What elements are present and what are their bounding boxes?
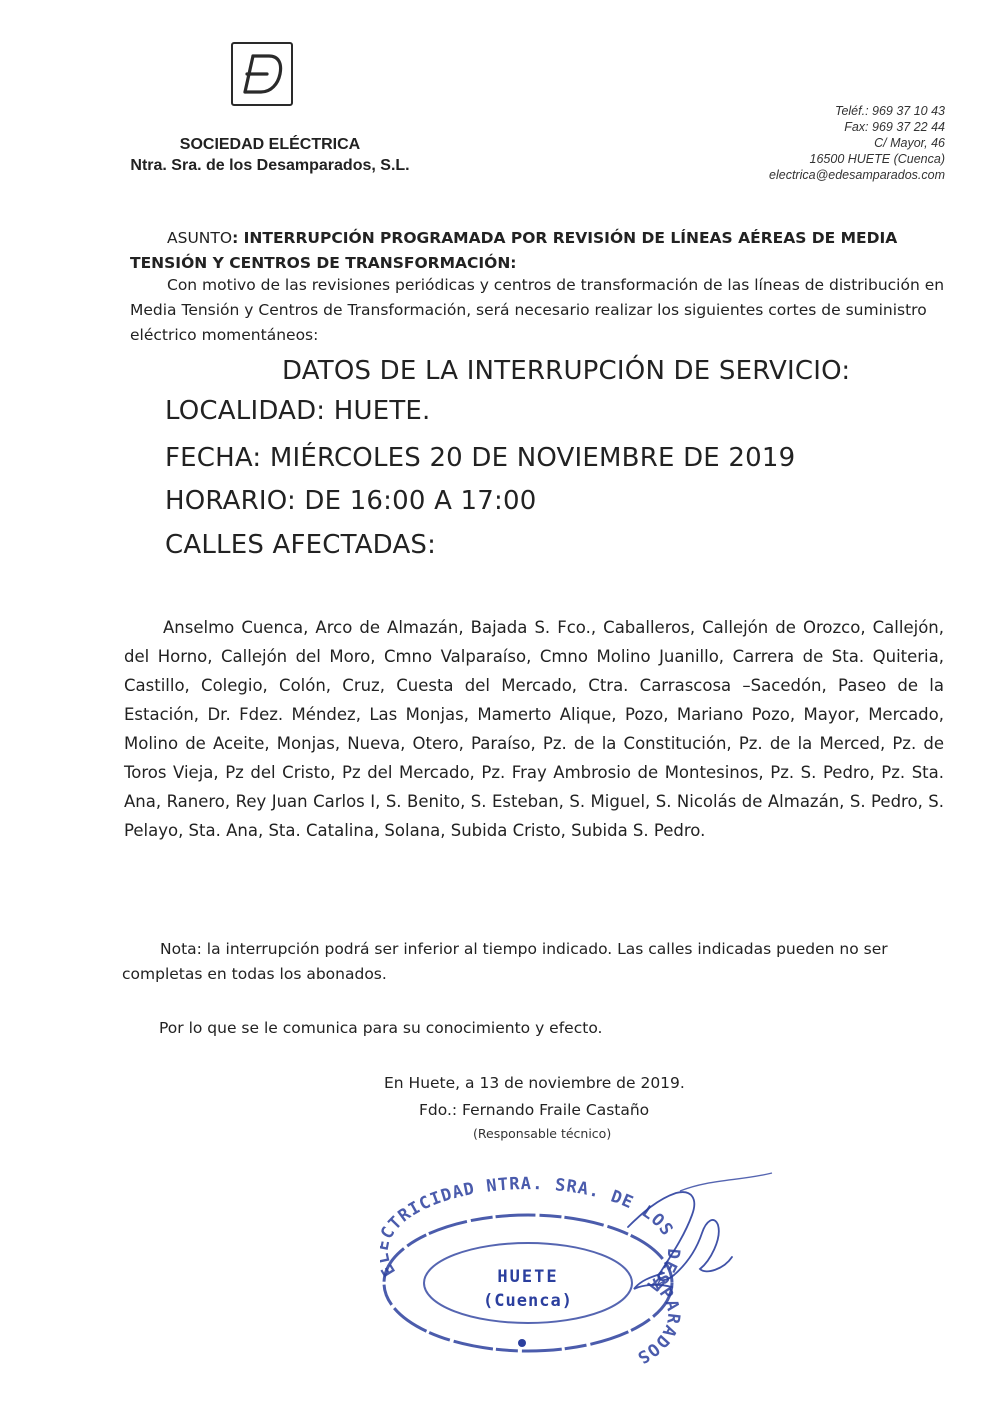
contact-address: C/ Mayor, 46 [874, 136, 945, 150]
affected-streets-paragraph [124, 613, 944, 845]
signer-role: (Responsable técnico) [473, 1126, 612, 1141]
date-line: FECHA: MIÉRCOLES 20 DE NOVIEMBRE DE 2019 [165, 443, 796, 473]
details-heading: DATOS DE LA INTERRUPCIÓN DE SERVICIO: [282, 356, 851, 386]
stamp-center-line1: HUETE [497, 1267, 559, 1287]
company-stamp [380, 1165, 780, 1395]
place-date-line: En Huete, a 13 de noviembre de 2019. [384, 1074, 685, 1092]
note-text: Nota: la interrupción podrá ser inferior al tiempo indicado. Las calles indicadas pueden no ser completas en todas los abonados. [122, 940, 888, 983]
contact-city: 16500 HUETE (Cuenca) [809, 152, 945, 166]
contact-email: electrica@edesamparados.com [769, 168, 945, 182]
intro-paragraph [130, 273, 950, 348]
signer-line: Fdo.: Fernando Fraile Castaño [419, 1101, 650, 1119]
contact-fax: Fax: 969 37 22 44 [844, 120, 945, 134]
intro-text: Con motivo de las revisiones periódicas y centros de transformación de las líneas de distribución en Media Tensión y Centros de Transformación, será necesario realizar los siguientes cortes de suministro eléctrico momentáneos: [130, 276, 945, 344]
subject-text: : INTERRUPCIÓN PROGRAMADA POR REVISIÓN DE LÍNEAS AÉREAS DE MEDIA TENSIÓN Y CENTROS DE TRANSFORMACIÓN: [130, 229, 898, 272]
company-subtitle: Ntra. Sra. de los Desamparados, S.L. [130, 157, 410, 174]
subject-label: ASUNTO [167, 229, 233, 247]
stamp-seal-icon [380, 1165, 780, 1395]
stamp-center-line2: (Cuenca) [483, 1291, 573, 1311]
ed-monogram-icon [239, 50, 285, 98]
stamp-ring-text: TRICIDAD NTRA. SRA. DE LOS DESAMPARADOS [384, 1174, 684, 1368]
streets-text: Anselmo Cuenca, Arco de Almazán, Bajada S. Fco., Caballeros, Callejón de Orozco, Callejón, del Horno, Callejón del Moro, Cmno Valparaíso, Cmno Molino Juanillo, Carrera de Sta. Quiteria, Castillo, Colegio, Colón, Cruz, Cuesta del Mercado, Ctra. Carrascosa –Sacedón, Paseo de la Estación, Dr. Fdez. Méndez, Las Monjas, Mamerto Alique, Pozo, Mariano Pozo, Mayor, Mercado, Molino de Aceite, Monjas, Nueva, Otero, Paraíso, Pz. de la Constitución, Pz. de la Merced, Pz. de Toros Vieja, Pz del Cristo, Pz del Mercado, Pz. Fray Ambrosio de Montesinos, Pz. S. Pedro, Pz. Sta. Ana, Ranero, Rey Juan Carlos I, S. Benito, S. Esteban, S. Miguel, S. Nicolás de Almazán, S. Pedro, S. Pelayo, Sta. Ana, Sta. Catalina, Solana, Subida Cristo, Subida S. Pedro. [124, 618, 944, 840]
contact-phone: Teléf.: 969 37 10 43 [834, 104, 945, 118]
company-logo [231, 42, 293, 106]
locality-line: LOCALIDAD: HUETE. [165, 396, 431, 426]
communication-line: Por lo que se le comunica para su conocimiento y efecto. [159, 1019, 603, 1037]
streets-heading: CALLES AFECTADAS: [165, 530, 437, 560]
schedule-line: HORARIO: DE 16:00 A 17:00 [165, 486, 537, 516]
note-paragraph [122, 937, 942, 987]
company-name: SOCIEDAD ELÉCTRICA [179, 136, 361, 153]
subject-line [130, 226, 950, 276]
